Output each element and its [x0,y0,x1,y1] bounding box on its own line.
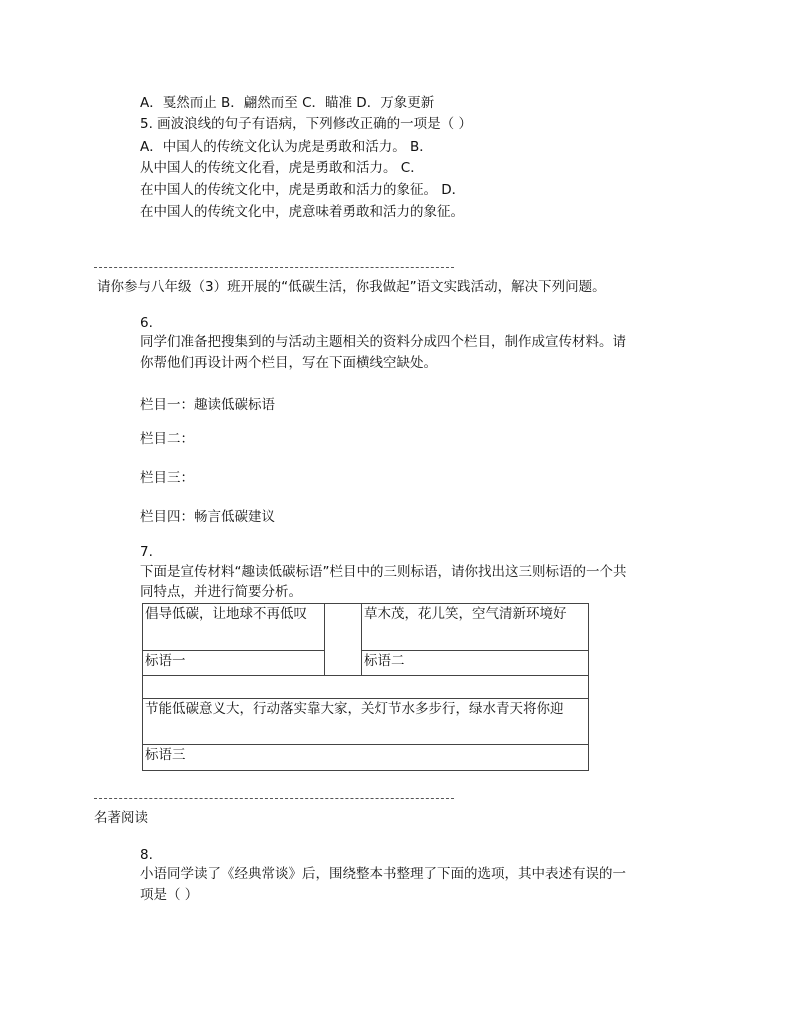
q4-options: A．戛然而止 B．翩然而至 C．瞄准 D．万象更新 [140,95,435,111]
q5-option-line: 从中国人的传统文化看，虎是勇敢和活力。 C． [140,160,424,176]
q8-text-line: 项是（ ） [140,887,199,903]
section-divider [94,267,454,268]
q7-text-line: 同特点，并进行简要分析。 [140,584,302,600]
slogan3-text-cell: 节能低碳意义大，行动落实靠大家，关灯节水多步行，绿水青天将你迎 [142,698,589,745]
column-four: 栏目四：畅言低碳建议 [140,509,275,525]
activity-intro: 请你参与八年级（3）班开展的“低碳生活，你我做起”语文实践活动，解决下列问题。 [97,279,606,295]
q8-text-line: 小语同学读了《经典常谈》后，围绕整本书整理了下面的选项，其中表述有误的一 [140,866,626,882]
slogan1-text-cell: 倡导低碳，让地球不再低叹 [142,603,325,651]
q7-text-line: 下面是宣传材料“趣读低碳标语”栏目中的三则标语，请你找出这三则标语的一个共 [140,564,627,580]
table-spacer-cell [324,603,362,676]
q5-option-line: A．中国人的传统文化认为虎是勇敢和活力。 B． [140,139,433,155]
table-empty-row [142,675,589,699]
section-divider [94,798,454,799]
slogan2-label-cell: 标语二 [361,650,589,676]
q8-number: 8. [140,847,153,863]
column-one: 栏目一：趣读低碳标语 [140,397,275,413]
slogan3-label-cell: 标语三 [142,744,589,771]
classics-section-title: 名著阅读 [94,810,148,826]
q6-text-line: 同学们准备把搜集到的与活动主题相关的资料分成四个栏目，制作成宣传材料。请 [140,334,626,350]
column-three: 栏目三： [140,470,194,486]
q5-option-line: 在中国人的传统文化中，虎是勇敢和活力的象征。 D． [140,182,466,198]
slogan1-label-cell: 标语一 [142,650,325,676]
q7-number: 7. [140,544,153,560]
q6-text-line: 你帮他们再设计两个栏目，写在下面横线空缺处。 [140,355,437,371]
q6-number: 6. [140,315,153,331]
q5-stem: 5. 画波浪线的句子有语病，下列修改正确的一项是（ ） [140,116,472,132]
column-two: 栏目二： [140,431,194,447]
slogan2-text-cell: 草木茂，花儿笑，空气清新环境好 [361,603,589,651]
q5-option-line: 在中国人的传统文化中，虎意味着勇敢和活力的象征。 [140,204,464,220]
